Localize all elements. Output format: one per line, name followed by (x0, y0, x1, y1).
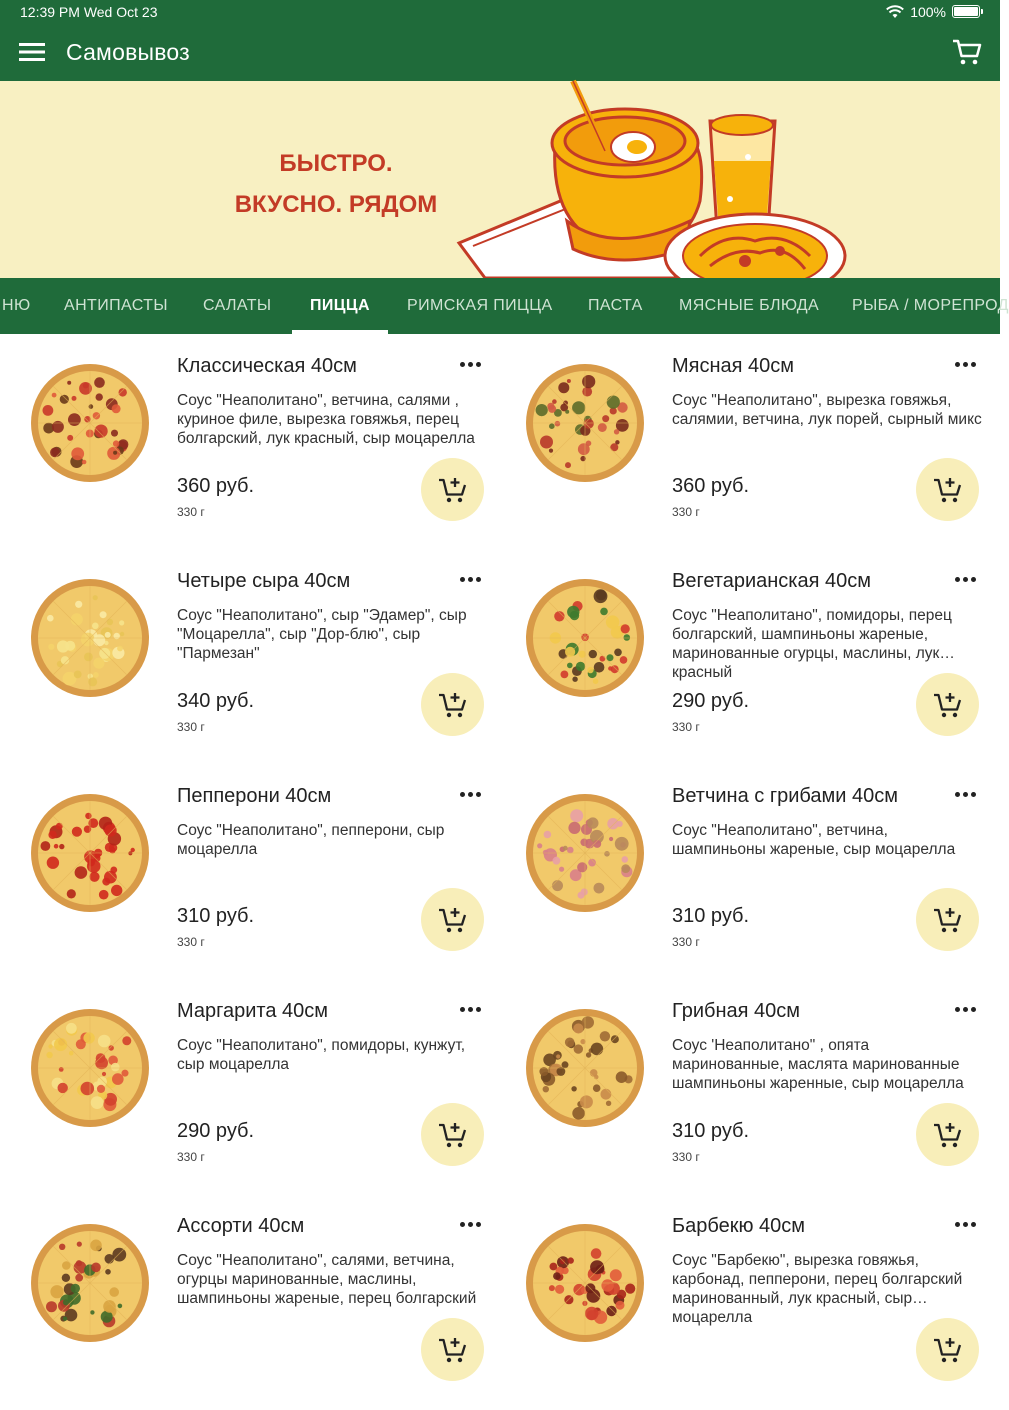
product-name[interactable]: Вегетарианская 40см (672, 570, 871, 592)
add-to-cart-button[interactable] (421, 1103, 484, 1166)
product-description: Соус "Неаполитано", вырезка говяжья, салямии, ветчина, лук порей, сырный микс (672, 392, 982, 428)
more-options-icon[interactable] (455, 564, 485, 594)
product-description: Соус "Неаполитано", помидоры, перец болгарский, шампиньоны жареные, маринованные огурцы, маслины, лук красный (672, 607, 952, 681)
status-time: 12:39 PM Wed Oct 23 (20, 3, 158, 20)
pizza-image[interactable] (525, 578, 645, 698)
product-weight: 330 г (177, 1150, 205, 1164)
product-name[interactable]: Барбекю 40см (672, 1215, 806, 1237)
product-price: 290 руб. (672, 690, 750, 712)
page-title: Самовывоз (66, 38, 190, 65)
more-options-icon[interactable] (950, 564, 980, 594)
add-to-cart-icon (438, 691, 468, 719)
add-to-cart-icon (933, 1121, 963, 1149)
product-price: 310 руб. (672, 905, 750, 927)
product-description: Соус "Барбекю", вырезка говяжья, карбонад, пепперони, перец болгарский маринованный, лук красный, сыр моцарелла (672, 1252, 963, 1326)
product-description: Соус "Неаполитано", ветчина, салями , куриное филе, вырезка говяжья, перец болгарский, лук красный, сыр моцарелла (177, 392, 475, 447)
pizza-image[interactable] (30, 1223, 150, 1343)
product-description: Соус "Неаполитано", салями, ветчина, огурцы маринованные, маслины, шампиньоны жареные, перец болгарский (177, 1252, 477, 1307)
product-price: 290 руб. (177, 1120, 255, 1142)
add-to-cart-icon (438, 1121, 468, 1149)
product-description: Соус "Неаполитано", сыр "Эдамер", сыр "Моцарелла", сыр "Дор-блю", сыр "Пармезан" (177, 607, 467, 662)
more-options-icon[interactable] (950, 1209, 980, 1239)
product-name[interactable]: Четыре сыра 40см (177, 570, 351, 592)
status-bar (0, 0, 1000, 23)
tab-pasta[interactable]: ПАСТА (588, 297, 643, 314)
promo-banner[interactable] (0, 81, 1000, 278)
product-card[interactable] (0, 765, 490, 980)
pizza-image[interactable] (525, 363, 645, 483)
tab-salads[interactable]: САЛАТЫ (203, 297, 272, 314)
add-to-cart-icon (438, 476, 468, 504)
product-price: 340 руб. (177, 690, 255, 712)
pizza-image[interactable] (525, 1223, 645, 1343)
product-weight: 330 г (177, 505, 205, 519)
product-name[interactable]: Классическая 40см (177, 355, 357, 377)
tab-meat-dishes[interactable]: МЯСНЫЕ БЛЮДА (679, 297, 820, 314)
product-name[interactable]: Грибная 40см (672, 1000, 801, 1022)
add-to-cart-button[interactable] (421, 1318, 484, 1381)
add-to-cart-button[interactable] (916, 888, 979, 951)
more-options-icon[interactable] (950, 349, 980, 379)
product-name[interactable]: Маргарита 40см (177, 1000, 329, 1022)
hamburger-menu-icon[interactable] (18, 41, 46, 63)
product-weight: 330 г (177, 720, 205, 734)
battery-percent: 100% (910, 3, 946, 20)
more-options-icon[interactable] (455, 779, 485, 809)
pizza-image[interactable] (30, 793, 150, 913)
product-card[interactable] (495, 980, 985, 1195)
add-to-cart-button[interactable] (421, 673, 484, 736)
product-description: Соус "Неаполитано", помидоры, кунжут, сыр моцарелла (177, 1037, 466, 1073)
product-description: Соус "Неаполитано", пепперони, сыр моцарелла (177, 822, 445, 858)
battery-icon (952, 5, 980, 18)
product-card[interactable] (0, 980, 490, 1195)
add-to-cart-button[interactable] (421, 888, 484, 951)
add-to-cart-icon (933, 1336, 963, 1364)
add-to-cart-icon (933, 906, 963, 934)
product-price: 310 руб. (177, 905, 255, 927)
tab-menu[interactable]: НЮ (2, 297, 31, 314)
product-weight: 330 г (672, 720, 700, 734)
product-weight: 330 г (177, 935, 205, 949)
tab-pizza[interactable]: ПИЦЦА (310, 278, 370, 334)
product-card[interactable] (0, 550, 490, 765)
add-to-cart-button[interactable] (916, 1318, 979, 1381)
product-weight: 330 г (672, 505, 700, 519)
wifi-icon (886, 5, 904, 19)
pizza-image[interactable] (30, 578, 150, 698)
product-card[interactable] (0, 1195, 490, 1410)
product-weight: 330 г (672, 935, 700, 949)
product-weight: 330 г (672, 1150, 700, 1164)
add-to-cart-icon (933, 476, 963, 504)
app-bar (0, 23, 1000, 81)
product-card[interactable] (495, 1195, 985, 1410)
product-name[interactable]: Ветчина с грибами 40см (672, 785, 899, 807)
product-description: Соус 'Неаполитано" , опята маринованные, маслята маринованные шампиньоны жаренные, сыр моцарелла (672, 1037, 964, 1092)
pizza-image[interactable] (30, 363, 150, 483)
cart-icon[interactable] (952, 38, 982, 66)
product-price: 310 руб. (672, 1120, 750, 1142)
product-name[interactable]: Мясная 40см (672, 355, 795, 377)
more-options-icon[interactable] (455, 349, 485, 379)
more-options-icon[interactable] (950, 994, 980, 1024)
more-options-icon[interactable] (950, 779, 980, 809)
add-to-cart-icon (438, 906, 468, 934)
more-options-icon[interactable] (455, 1209, 485, 1239)
add-to-cart-icon (438, 1336, 468, 1364)
product-card[interactable] (495, 765, 985, 980)
category-tabs (0, 278, 1009, 334)
product-name[interactable]: Ассорти 40см (177, 1215, 305, 1237)
add-to-cart-button[interactable] (421, 458, 484, 521)
product-card[interactable] (495, 335, 985, 550)
add-to-cart-button[interactable] (916, 673, 979, 736)
product-card[interactable] (495, 550, 985, 765)
tab-roman-pizza[interactable]: РИМСКАЯ ПИЦЦА (407, 297, 553, 314)
add-to-cart-icon (933, 691, 963, 719)
add-to-cart-button[interactable] (916, 1103, 979, 1166)
banner-food-illustration (455, 81, 845, 278)
product-price: 360 руб. (672, 475, 750, 497)
pizza-image[interactable] (525, 793, 645, 913)
product-name[interactable]: Пепперони 40см (177, 785, 332, 807)
tab-antipasti[interactable]: АНТИПАСТЫ (64, 297, 168, 314)
product-description: Соус "Неаполитано", ветчина, шампиньоны жареные, сыр моцарелла (672, 822, 956, 858)
more-options-icon[interactable] (455, 994, 485, 1024)
tab-fish-seafood[interactable]: РЫБА / МОРЕПРОД (852, 297, 1009, 314)
pizza-image[interactable] (30, 1008, 150, 1128)
banner-slogan: БЫСТРО. ВКУСНО. РЯДОМ (234, 150, 438, 218)
add-to-cart-button[interactable] (916, 458, 979, 521)
pizza-image[interactable] (525, 1008, 645, 1128)
product-price: 360 руб. (177, 475, 255, 497)
product-card[interactable] (0, 335, 490, 550)
